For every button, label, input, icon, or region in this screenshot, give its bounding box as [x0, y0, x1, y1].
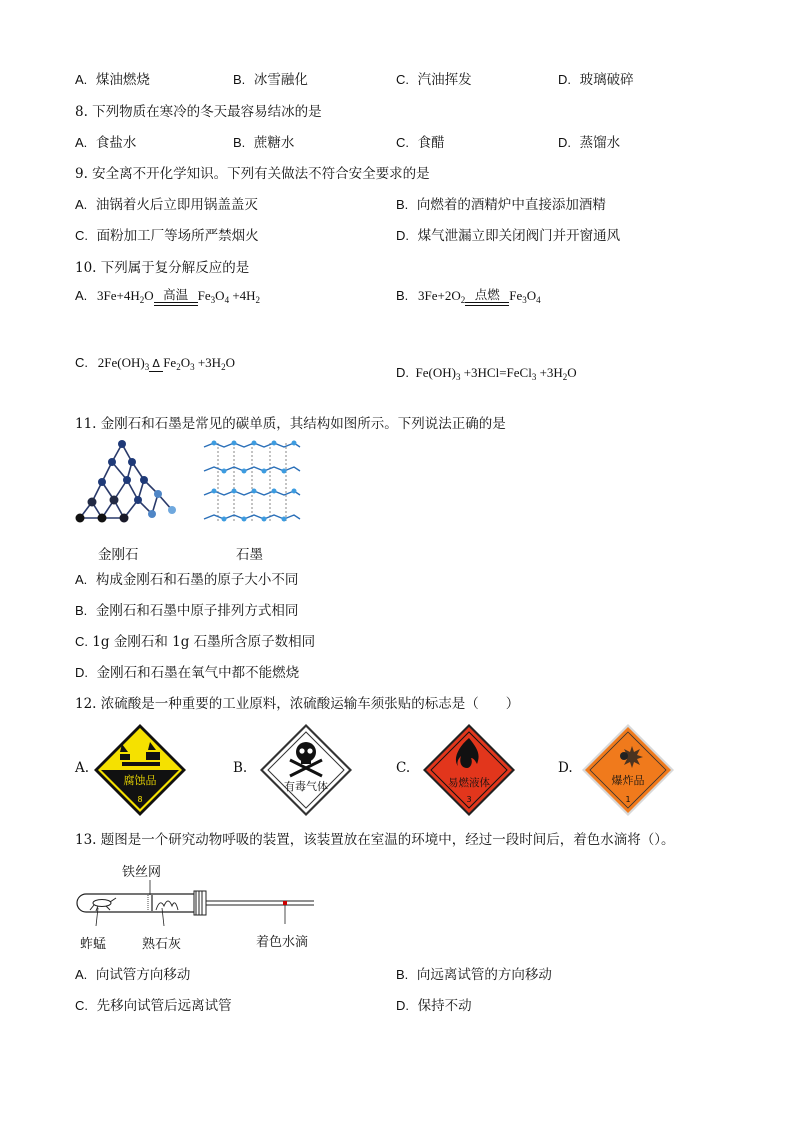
q8-option-a: A. 食盐水	[75, 135, 137, 151]
q13-option-a: A. 向试管方向移动	[75, 967, 191, 983]
water-drop-label: 着色水滴	[256, 935, 309, 950]
q12-option-d-letter: D.	[558, 760, 573, 776]
explosive-sign	[580, 722, 676, 818]
q12-option-c-letter: C.	[396, 760, 411, 776]
water-drop-icon	[283, 901, 287, 905]
wire-mesh-label: 铁丝网	[122, 865, 162, 880]
explosive-sign-number: 1	[625, 795, 631, 804]
q11-stem: 11. 金刚石和石墨是常见的碳单质，其结构如图所示。下列说法正确的是	[75, 416, 506, 432]
q12-stem: 12. 浓硫酸是一种重要的工业原料，浓硫酸运输车须张贴的标志是（ ）	[75, 696, 520, 712]
q11-option-a: A. 构成金刚石和石墨的原子大小不同	[75, 572, 299, 588]
explosive-sign-text: 爆炸品	[611, 774, 645, 787]
q13-option-d: D. 保持不动	[396, 998, 472, 1014]
flammable-sign-number: 3	[466, 795, 472, 804]
grasshopper-label: 蚱蜢	[80, 937, 107, 952]
q10-stem: 10. 下列属于复分解反应的是	[75, 260, 250, 276]
toxic-gas-sign	[258, 722, 354, 818]
q11-option-b: B. 金刚石和石墨中原子排列方式相同	[75, 603, 299, 619]
q13-option-c: C. 先移向试管后远离试管	[75, 998, 232, 1014]
q12-option-a-letter: A.	[75, 760, 90, 776]
graphite-structure-figure	[200, 437, 304, 529]
q8-option-b: B. 蔗糖水	[233, 135, 295, 151]
q7-option-a: A. 煤油燃烧	[75, 72, 150, 88]
q11-option-d: D. 金刚石和石墨在氧气中都不能燃烧	[75, 665, 300, 681]
diamond-structure-figure	[72, 436, 182, 528]
q7-option-d: D. 玻璃破碎	[558, 72, 634, 88]
flammable-liquid-sign	[421, 722, 517, 818]
q10-option-d: D. $Fe(OH)_3$ +3HCl=FeCl$_3$ $+3H_2O$	[396, 365, 577, 382]
q10-option-c: C. $2Fe(OH)_3$ Δ $Fe_2O_3 +3H_2O$	[75, 355, 235, 372]
corrosive-sign	[92, 722, 188, 818]
rubber-stopper	[194, 891, 206, 915]
q12-option-b-letter: B.	[233, 760, 248, 776]
q10-option-a: A. $3Fe+4H_2O$ 高温 $Fe_3O_4 +4H_2$	[75, 287, 261, 305]
q8-stem: 8. 下列物质在寒冷的冬天最容易结冰的是	[75, 104, 322, 120]
respiration-apparatus-figure	[72, 860, 332, 930]
graphite-label: 石墨	[236, 547, 263, 563]
diamond-label: 金刚石	[98, 547, 139, 563]
q9-stem: 9. 安全离不开化学知识。下列有关做法不符合安全要求的是	[75, 166, 430, 182]
corrosive-sign-number: 8	[137, 795, 143, 804]
q9-option-a: A. 油锅着火后立即用锅盖盖灭	[75, 197, 258, 213]
q13-option-b: B. 向远离试管的方向移动	[396, 967, 552, 983]
q9-option-d: D. 煤气泄漏立即关闭阀门并开窗通风	[396, 228, 621, 244]
q8-option-d: D. 蒸馏水	[558, 135, 621, 151]
q8-option-c: C. 食醋	[396, 135, 445, 151]
q7-option-b: B. 冰雪融化	[233, 72, 308, 88]
q10-option-b: B. $3Fe+2O_2$ 点燃 $Fe_3O_4$	[396, 287, 541, 305]
q9-option-c: C. 面粉加工厂等场所严禁烟火	[75, 228, 259, 244]
q9-option-b: B. 向燃着的酒精炉中直接添加酒精	[396, 197, 606, 213]
corrosive-sign-text: 腐蚀品	[123, 774, 157, 787]
q13-stem: 13. 题图是一个研究动物呼吸的装置，该装置放在室温的环境中，经过一段时间后，着色水滴将（）。	[75, 832, 675, 848]
lime-label: 熟石灰	[142, 937, 182, 952]
q7-option-c: C. 汽油挥发	[396, 72, 472, 88]
q11-option-c: C. 1g 金刚石和 1g 石墨所含原子数相同	[75, 634, 316, 650]
flammable-sign-text: 易燃液体	[448, 777, 490, 789]
toxic-sign-text: 有毒气体	[284, 780, 328, 793]
